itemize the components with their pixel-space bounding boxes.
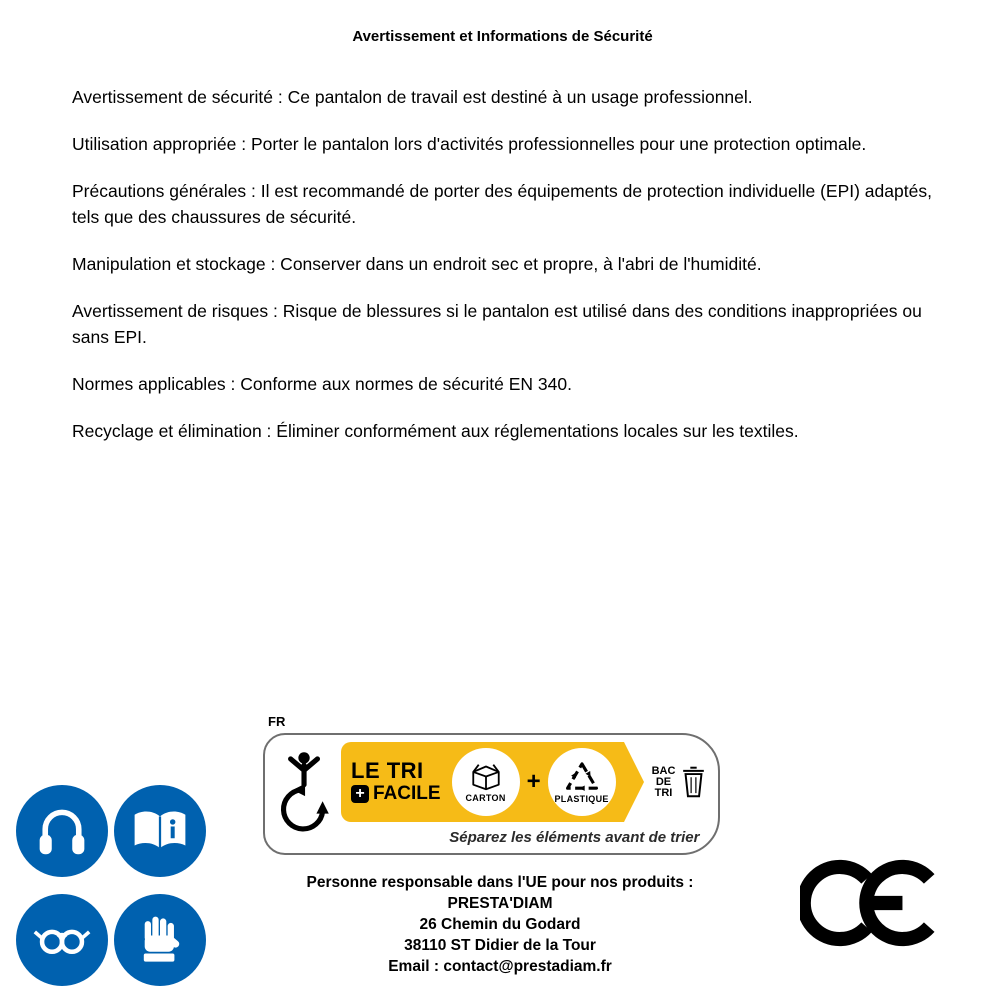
sorting-tagline: Séparez les éléments avant de trier	[449, 829, 700, 846]
read-instruction-manual-icon	[114, 785, 206, 877]
recycling-triangle-icon	[564, 760, 600, 793]
sorting-band	[341, 740, 707, 824]
bac-line: TRI	[654, 786, 673, 799]
ce-mark-icon	[800, 853, 948, 958]
safety-paragraphs	[72, 84, 940, 465]
contact-email: Email : contact@prestadiam.fr	[388, 958, 612, 975]
bac-de-tri	[644, 759, 708, 805]
paragraph-safety-warning: Avertissement de sécurité : Ce pantalon de travail est destiné à un usage professionnel.	[72, 87, 753, 107]
address-city: 38110 ST Didier de la Tour	[404, 937, 596, 954]
carton-material-circle	[452, 748, 520, 816]
paragraph-appropriate-use: Utilisation appropriée : Porter le pantalon lors d'activités professionnelles pour une protection optimale.	[72, 134, 867, 154]
plastique-label: PLASTIQUE	[554, 794, 609, 804]
facile-text: FACILE	[373, 783, 441, 804]
bac-line: DE	[655, 775, 672, 788]
bac-de-tri-label	[652, 766, 676, 799]
triman-icon	[265, 735, 341, 853]
plus-separator: +	[526, 768, 541, 795]
page-title: Avertissement et Informations de Sécurité	[352, 28, 653, 45]
wear-eye-protection-icon	[16, 894, 108, 986]
le-tri-facile-logo	[351, 759, 445, 805]
le-tri-text: LE TRI	[351, 758, 424, 783]
plus-icon: +	[351, 785, 369, 803]
bac-line: BAC	[651, 764, 676, 777]
responsible-person-block	[200, 872, 800, 977]
responsible-heading: Personne responsable dans l'UE pour nos produits :	[306, 874, 694, 891]
company-name: PRESTA'DIAM	[447, 895, 553, 912]
paragraph-handling-storage: Manipulation et stockage : Conserver dans un endroit sec et propre, à l'abri de l'humidité.	[72, 254, 762, 274]
yellow-arrow-icon	[624, 742, 644, 822]
wear-protective-gloves-icon	[114, 894, 206, 986]
paragraph-recycling-disposal: Recyclage et élimination : Éliminer conformément aux réglementations locales sur les textiles.	[72, 421, 799, 441]
address-street: 26 Chemin du Godard	[419, 916, 581, 933]
carton-label: CARTON	[465, 793, 506, 803]
paragraph-general-precautions: Précautions générales : Il est recommandé de porter des équipements de protection individuelle (EPI) adaptés, tels que des chaussures de sécurité.	[72, 181, 932, 227]
plastique-material-circle	[548, 748, 616, 816]
yellow-band	[341, 742, 624, 822]
carton-box-icon	[466, 761, 506, 792]
wear-ear-protection-icon	[16, 785, 108, 877]
badge-main	[341, 735, 719, 853]
sorting-bin-icon	[680, 759, 707, 805]
paragraph-applicable-standards: Normes applicables : Conforme aux normes de sécurité EN 340.	[72, 374, 572, 394]
country-code-label: FR	[268, 714, 286, 729]
tri-facile-recycling-badge	[263, 733, 720, 855]
paragraph-risk-warning: Avertissement de risques : Risque de blessures si le pantalon est utilisé dans des conditions inappropriées ou sans EPI.	[72, 301, 922, 347]
